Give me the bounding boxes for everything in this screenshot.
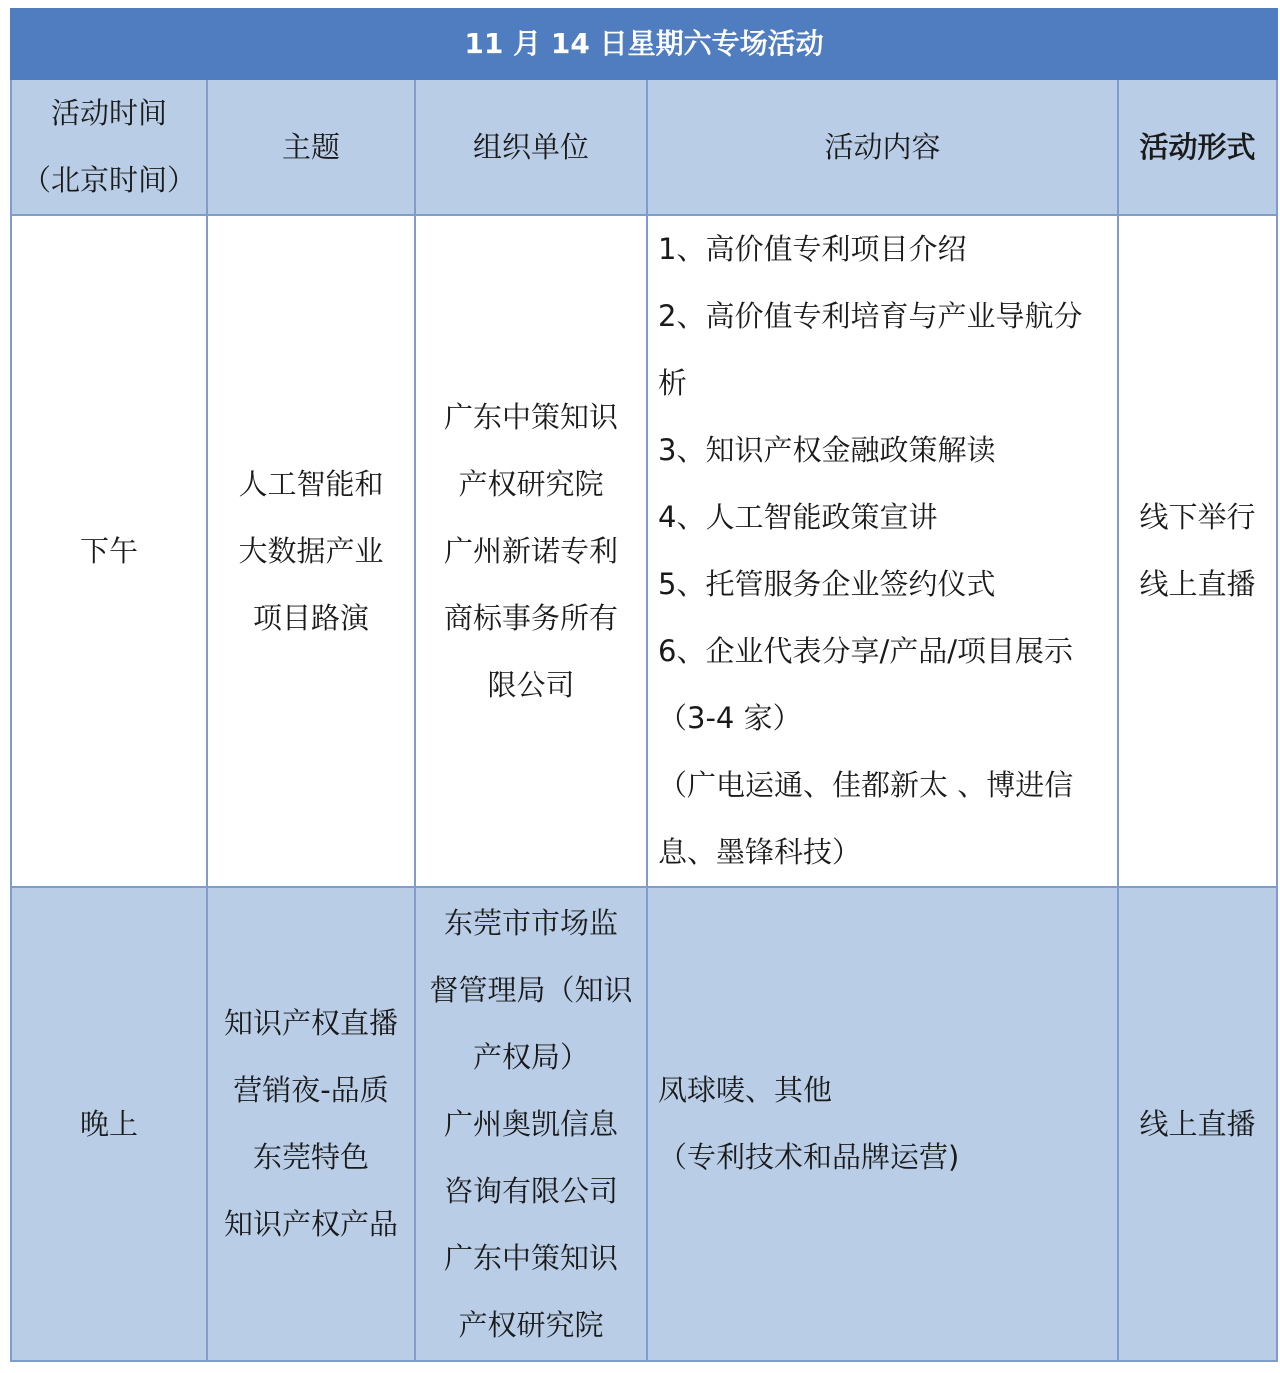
header-format: 活动形式 — [1118, 79, 1277, 215]
schedule-table — [10, 8, 1278, 1362]
content-line: 析 — [658, 366, 688, 400]
content-line: 2、高价值专利培育与产业导航分 — [658, 299, 1083, 333]
organizer-line: 广东中策知识 — [443, 399, 618, 434]
organizer-line: 产权局） — [472, 1039, 589, 1074]
row-evening-organizer — [415, 887, 647, 1361]
header-content: 活动内容 — [647, 79, 1118, 215]
content-line: （专利技术和品牌运营) — [658, 1140, 960, 1174]
content-line: 息、墨锋科技） — [658, 835, 862, 869]
theme-line: 人工智能和 — [238, 466, 384, 501]
row-afternoon-organizer — [415, 215, 647, 887]
schedule-table-wrapper — [10, 8, 1276, 1362]
organizer-line: 限公司 — [487, 667, 575, 702]
format-line: 线上直播 — [1139, 567, 1256, 601]
row-afternoon-format — [1118, 215, 1277, 887]
organizer-line: 督管理局（知识 — [429, 972, 633, 1007]
row-afternoon-content — [647, 215, 1118, 887]
content-line: 6、企业代表分享/产品/项目展示 — [658, 634, 1073, 668]
organizer-line: 产权研究院 — [458, 466, 604, 501]
content-line: （3-4 家） — [658, 701, 802, 735]
row-evening-content — [647, 887, 1118, 1361]
row-evening-time: 晚上 — [11, 887, 207, 1361]
theme-line: 东莞特色 — [252, 1140, 369, 1174]
header-theme: 主题 — [207, 79, 415, 215]
format-line: 线下举行 — [1139, 500, 1256, 534]
theme-line: 大数据产业 — [238, 533, 384, 568]
organizer-line: 广东中策知识 — [443, 1240, 618, 1275]
header-time-line1: 活动时间 — [50, 96, 167, 130]
content-line: 5、托管服务企业签约仪式 — [658, 567, 996, 601]
content-line: （广电运通、佳都新太 、博进信 — [658, 768, 1074, 802]
content-line: 4、人工智能政策宣讲 — [658, 500, 938, 534]
theme-line: 知识产权产品 — [223, 1207, 398, 1241]
theme-line: 知识产权直播 — [223, 1006, 398, 1040]
content-line: 凤球唛、其他 — [658, 1073, 833, 1107]
header-time — [11, 79, 207, 215]
table-row — [11, 215, 1277, 887]
table-title: 11 月 14 日星期六专场活动 — [11, 9, 1277, 79]
table-title-row — [11, 9, 1277, 79]
organizer-line: 广州新诺专利 — [443, 533, 618, 568]
organizer-line: 产权研究院 — [458, 1307, 604, 1342]
header-organizer: 组织单位 — [415, 79, 647, 215]
row-afternoon-time: 下午 — [11, 215, 207, 887]
organizer-line: 东莞市市场监 — [443, 905, 618, 940]
row-afternoon-theme — [207, 215, 415, 887]
organizer-line: 广州奥凯信息 — [443, 1106, 618, 1141]
row-evening-format — [1118, 887, 1277, 1361]
row-evening-theme — [207, 887, 415, 1361]
theme-line: 营销夜-品质 — [233, 1073, 389, 1107]
content-line: 1、高价值专利项目介绍 — [658, 232, 967, 266]
content-line: 3、知识产权金融政策解读 — [658, 433, 996, 467]
header-time-line2: （北京时间） — [21, 163, 196, 197]
table-row — [11, 887, 1277, 1361]
header-row — [11, 79, 1277, 215]
format-line: 线上直播 — [1139, 1106, 1256, 1141]
theme-line: 项目路演 — [252, 600, 369, 635]
organizer-line: 商标事务所有 — [443, 600, 618, 635]
organizer-line: 咨询有限公司 — [443, 1173, 618, 1208]
